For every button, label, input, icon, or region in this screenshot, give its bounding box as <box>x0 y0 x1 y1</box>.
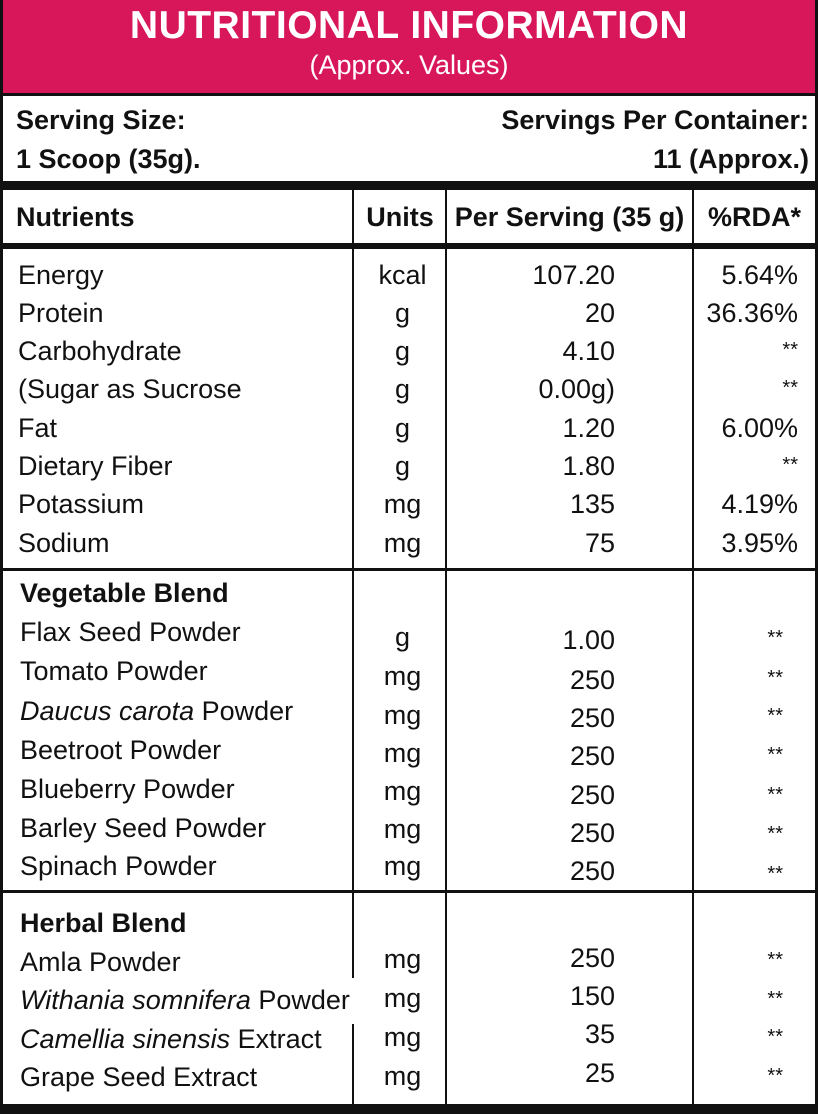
blend-item-name: Amla Powder <box>20 947 181 977</box>
blend-item-name: Beetroot Powder <box>20 735 222 765</box>
nutrient-value: 1.20 <box>562 413 615 443</box>
thick-divider <box>3 181 815 190</box>
nutrient-unit: g <box>394 336 411 366</box>
nutrient-name: Carbohydrate <box>18 336 182 366</box>
nutrient-unit: mg <box>383 528 422 558</box>
col-divider <box>445 249 447 569</box>
nutrient-name: Fat <box>18 413 58 443</box>
blend-item-unit: mg <box>383 851 422 881</box>
col-divider <box>352 249 354 569</box>
blend-item-rda: ** <box>767 949 783 971</box>
blend-item-value: 1.00 <box>562 625 615 655</box>
blend-item-rda: ** <box>767 784 783 806</box>
nutrient-unit: g <box>394 298 411 328</box>
blend-item-value: 150 <box>569 981 615 1011</box>
blend-item-rda: ** <box>767 863 783 885</box>
col-divider <box>352 1024 354 1104</box>
nutrient-value: 75 <box>584 528 615 558</box>
blend-item-rda: ** <box>767 627 783 649</box>
bottom-border <box>3 1104 815 1114</box>
blend-item-name: Spinach Powder <box>20 851 217 881</box>
blend-item-rda: ** <box>767 1065 783 1087</box>
serving-size-value: 1 Scoop (35g). <box>16 144 201 174</box>
blend-item-name: Grape Seed Extract <box>20 1062 258 1092</box>
nutrient-value: 1.80 <box>562 451 615 481</box>
nutrient-name: (Sugar as Sucrose <box>18 374 242 404</box>
blend-item-value: 35 <box>584 1019 615 1049</box>
col-header-rda: %RDA* <box>707 202 801 232</box>
nutrient-unit: g <box>394 451 411 481</box>
blend-item-unit: mg <box>383 661 422 691</box>
col-divider <box>445 190 447 243</box>
blend-item-value: 250 <box>569 856 615 886</box>
section-divider <box>3 890 815 893</box>
blend-item-rda: ** <box>767 988 783 1010</box>
nutrient-value: 135 <box>569 489 615 519</box>
nutrient-rda: ** <box>782 454 798 476</box>
blend-item-name: Withania somnifera Powder <box>20 985 350 1015</box>
blend-item-name: Daucus carota Powder <box>20 696 294 726</box>
blend-item-value: 250 <box>569 818 615 848</box>
blend-item-value: 250 <box>569 665 615 695</box>
nutrient-value: 4.10 <box>562 336 615 366</box>
blend-item-rda: ** <box>767 1026 783 1048</box>
nutrient-value: 0.00g) <box>538 374 615 404</box>
nutrient-unit: g <box>394 374 411 404</box>
blend-item-unit: mg <box>383 944 422 974</box>
panel-header <box>3 0 815 93</box>
servings-per-container-label: Servings Per Container: <box>501 105 809 135</box>
section-divider <box>3 568 815 571</box>
nutrient-rda: 6.00% <box>721 413 798 443</box>
col-divider <box>692 571 694 891</box>
blend-item-unit: mg <box>383 1022 422 1052</box>
nutrient-rda: 4.19% <box>721 489 798 519</box>
col-divider <box>352 571 354 891</box>
blend-item-rda: ** <box>767 667 783 689</box>
col-divider <box>445 571 447 891</box>
blend-item-value: 250 <box>569 780 615 810</box>
servings-per-container-value: 11 (Approx.) <box>652 144 809 174</box>
col-divider <box>352 893 354 978</box>
blend-item-unit: g <box>394 622 411 652</box>
header-divider <box>3 93 815 96</box>
blend-item-name: Tomato Powder <box>20 656 208 686</box>
col-header-per-serving: Per Serving (35 g) <box>454 202 685 232</box>
panel-title: NUTRITIONAL INFORMATION <box>129 4 689 47</box>
nutrient-unit: kcal <box>378 260 427 290</box>
blend-item-value: 250 <box>569 943 615 973</box>
nutrient-unit: mg <box>383 489 422 519</box>
serving-size-label: Serving Size: <box>16 105 186 135</box>
col-divider <box>352 190 354 243</box>
blend-item-value: 25 <box>584 1058 615 1088</box>
col-divider <box>692 190 694 243</box>
nutrient-name: Potassium <box>18 489 145 519</box>
nutrient-name: Dietary Fiber <box>18 451 173 481</box>
nutrient-rda: ** <box>782 339 798 361</box>
nutrient-name: Sodium <box>18 528 110 558</box>
nutrient-rda: 36.36% <box>706 298 798 328</box>
nutrient-rda: 5.64% <box>721 260 798 290</box>
blend-item-name: Blueberry Powder <box>20 774 235 804</box>
blend-item-unit: mg <box>383 738 422 768</box>
blend-item-rda: ** <box>767 823 783 845</box>
nutrient-value: 107.20 <box>532 260 615 290</box>
blend-item-unit: mg <box>383 1061 422 1091</box>
nutrient-rda: 3.95% <box>721 528 798 558</box>
blend-item-unit: mg <box>383 983 422 1013</box>
blend-item-unit: mg <box>383 700 422 730</box>
blend-item-name: Barley Seed Powder <box>20 813 267 843</box>
col-header-nutrients: Nutrients <box>16 202 135 232</box>
blend-item-name: Camellia sinensis Extract <box>20 1024 322 1054</box>
nutrient-rda: ** <box>782 377 798 399</box>
blend-item-name: Flax Seed Powder <box>20 617 241 647</box>
blend-item-rda: ** <box>767 705 783 727</box>
nutrient-name: Protein <box>18 298 104 328</box>
section-title: Herbal Blend <box>20 908 187 938</box>
col-header-units: Units <box>366 202 434 232</box>
blend-item-unit: mg <box>383 814 422 844</box>
blend-item-value: 250 <box>569 741 615 771</box>
col-divider <box>692 249 694 569</box>
blend-item-unit: mg <box>383 776 422 806</box>
panel-subtitle: (Approx. Values) <box>309 50 509 80</box>
section-title: Vegetable Blend <box>20 578 229 608</box>
blend-item-value: 250 <box>569 703 615 733</box>
nutrient-unit: g <box>394 413 411 443</box>
blend-item-rda: ** <box>767 744 783 766</box>
nutrient-value: 20 <box>584 298 615 328</box>
col-divider <box>692 893 694 1104</box>
nutrient-name: Energy <box>18 260 104 290</box>
